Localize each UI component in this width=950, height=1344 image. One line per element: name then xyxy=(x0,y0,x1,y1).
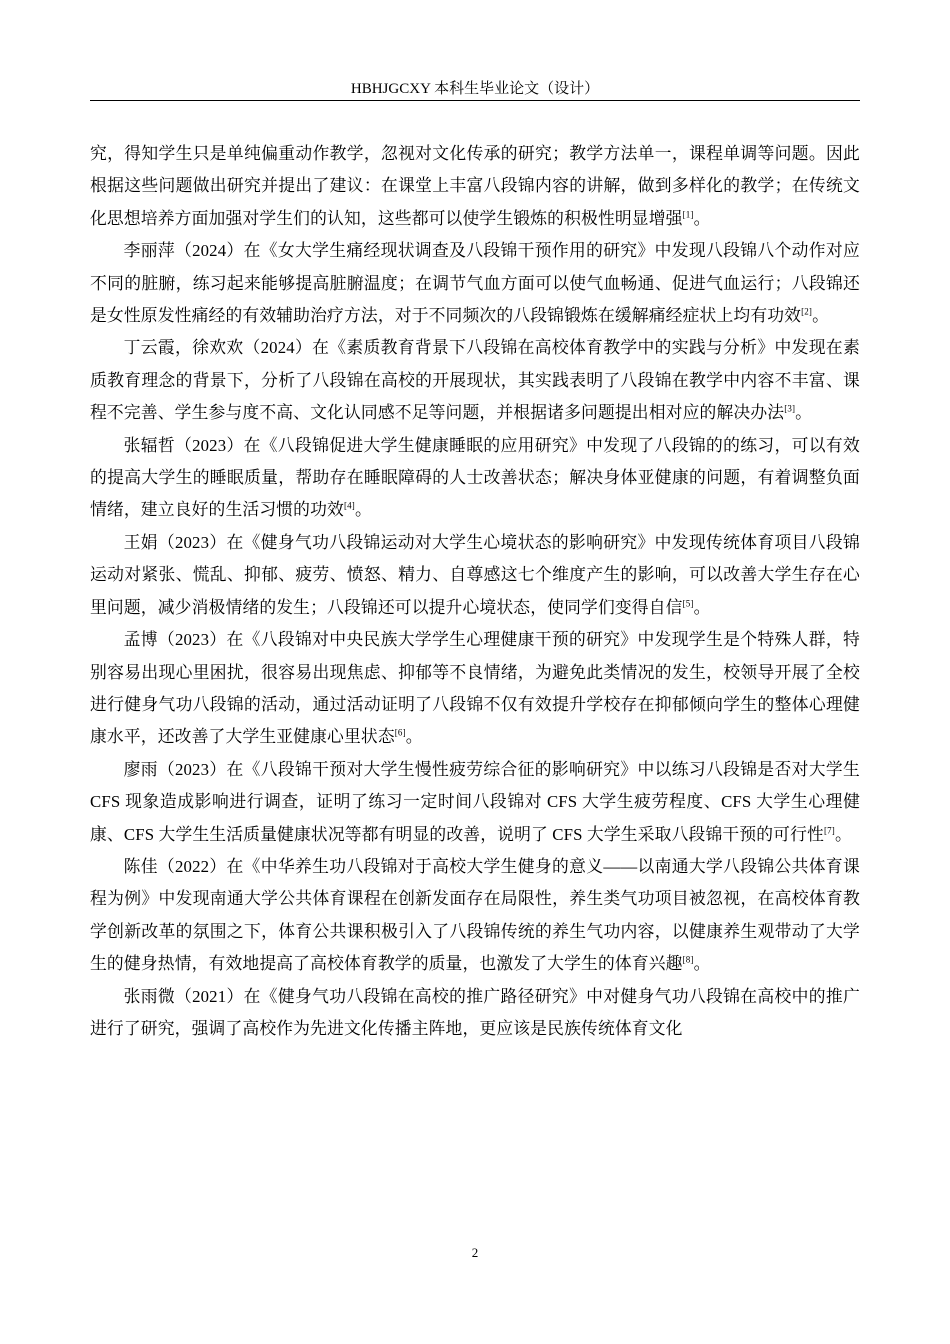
paragraph-tail: 。 xyxy=(354,500,372,520)
paragraph-tail: 。 xyxy=(693,208,711,228)
paragraph-tail: 。 xyxy=(812,306,830,326)
paragraph-2 xyxy=(90,235,860,332)
paragraph-text: 李丽萍（2024）在《女大学生痛经现状调查及八段锦干预作用的研究》中发现八段锦八个动作对应不同的脏腑，练习起来能够提高脏腑温度；在调节气血方面可以使气血畅通、促进气血运行；八段锦还是女性原发性痛经的有效辅助治疗方法，对于不同频次的八段锦锻炼在缓解痛经症状上均有功效 xyxy=(90,241,860,326)
citation-ref: [6] xyxy=(394,727,406,738)
citation-ref: [7] xyxy=(823,824,835,835)
paragraph-7 xyxy=(90,754,860,851)
paragraph-text: 陈佳（2022）在《中华养生功八段锦对于高校大学生健身的意义——以南通大学八段锦公共体育课程为例》中发现南通大学公共体育课程在创新发面存在局限性，养生类气功项目被忽视，在高校体育教学创新改革的氛围之下，体育公共课积极引入了八段锦传统的养生气功内容，以健康养生观带动了大学生的健身热情，有效地提高了高校体育教学的质量，也激发了大学生的体育兴趣 xyxy=(90,856,860,974)
header-divider xyxy=(90,100,860,101)
page-number: 2 xyxy=(471,1245,479,1260)
paragraph-tail: 。 xyxy=(693,597,711,617)
paragraph-1 xyxy=(90,138,860,235)
paragraph-8 xyxy=(90,851,860,981)
paragraph-text: 张辐哲（2023）在《八段锦促进大学生健康睡眠的应用研究》中发现了八段锦的的练习，可以有效的提高大学生的睡眠质量，帮助存在睡眠障碍的人士改善状态；解决身体亚健康的问题，有着调整负面情绪，建立良好的生活习惯的功效 xyxy=(90,435,860,520)
running-header: HBHJGCXY 本科生毕业论文（设计） xyxy=(350,81,600,97)
paragraph-9 xyxy=(90,981,860,1046)
citation-ref: [4] xyxy=(343,500,355,511)
paragraph-text: 究，得知学生只是单纯偏重动作教学，忽视对文化传承的研究；教学方法单一，课程单调等问题。因此根据这些问题做出研究并提出了建议：在课堂上丰富八段锦内容的讲解，做到多样化的教学；在传统文化思想培养方面加强对学生们的认知，这些都可以使学生锻炼的积极性明显增强 xyxy=(90,144,860,228)
paragraph-tail: 。 xyxy=(693,954,711,974)
citation-ref: [2] xyxy=(801,306,813,317)
paragraph-4 xyxy=(90,430,860,527)
paragraph-text: 王娟（2023）在《健身气功八段锦运动对大学生心境状态的影响研究》中发现传统体育项目八段锦运动对紧张、慌乱、抑郁、疲劳、愤怒、精力、自尊感这七个维度产生的影响，可以改善大学生存在心里问题，减少消极情绪的发生；八段锦还可以提升心境状态，使同学们变得自信 xyxy=(90,532,860,617)
paragraph-5 xyxy=(90,527,860,624)
citation-ref: [5] xyxy=(682,598,694,609)
paragraph-text: 孟博（2023）在《八段锦对中央民族大学学生心理健康干预的研究》中发现学生是个特殊人群，特别容易出现心里困扰，很容易出现焦虑、抑郁等不良情绪，为避免此类情况的发生，校领导开展了全校进行健身气功八段锦的活动，通过活动证明了八段锦不仅有效提升学校存在抑郁倾向学生的整体心理健康水平，还改善了大学生亚健康心里状态 xyxy=(90,630,860,747)
body-text xyxy=(90,138,860,1045)
paragraph-3 xyxy=(90,332,860,429)
citation-ref: [8] xyxy=(682,954,694,965)
paragraph-tail: 。 xyxy=(405,727,423,747)
paragraph-text: 张雨微（2021）在《健身气功八段锦在高校的推广路径研究》中对健身气功八段锦在高校中的推广进行了研究，强调了高校作为先进文化传播主阵地，更应该是民族传统体育文化 xyxy=(90,986,860,1038)
paragraph-tail: 。 xyxy=(834,824,852,844)
citation-ref: [1] xyxy=(682,209,694,220)
citation-ref: [3] xyxy=(784,403,796,414)
paragraph-tail: 。 xyxy=(795,403,813,423)
paragraph-6 xyxy=(90,624,860,754)
paragraph-text: 廖雨（2023）在《八段锦干预对大学生慢性疲劳综合征的影响研究》中以练习八段锦是否对大学生 CFS 现象造成影响进行调查，证明了练习一定时间八段锦对 CFS 大学生疲劳程度、CFS 大学生心理健康、CFS 大学生生活质量健康状况等都有明显的改善，说明了 CFS 大学生采取八段锦干预的可行性 xyxy=(90,759,860,844)
paragraph-text: 丁云霞，徐欢欢（2024）在《素质教育背景下八段锦在高校体育教学中的实践与分析》中发现在素质教育理念的背景下，分析了八段锦在高校的开展现状，其实践表明了八段锦在教学中内容不丰富、课程不完善、学生参与度不高、文化认同感不足等问题，并根据诸多问题提出相对应的解决办法 xyxy=(90,338,860,423)
